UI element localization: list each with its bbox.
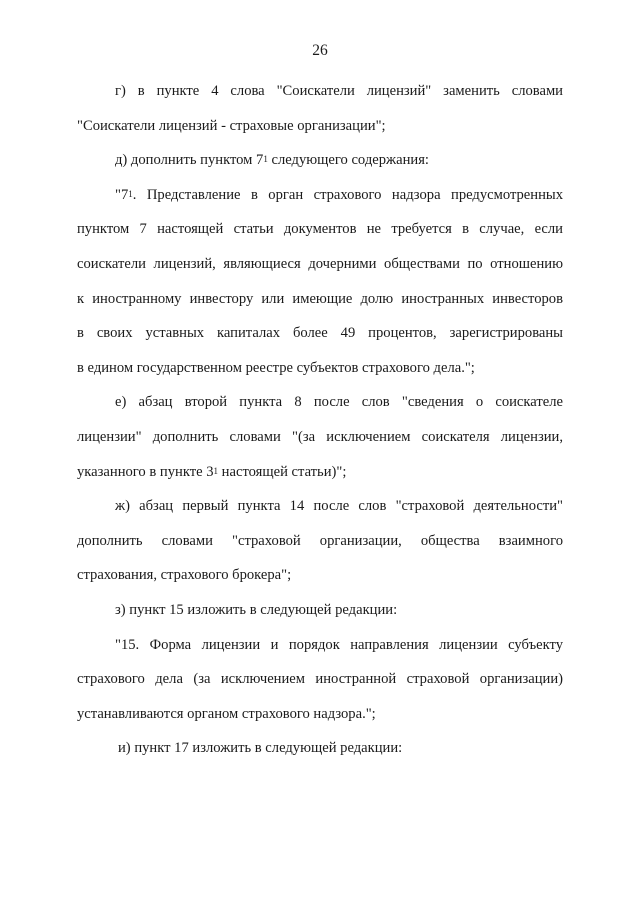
- para-d-line-1: [77, 143, 563, 178]
- para-71-line-6: в едином государственном реестре субъектов страхового дела.";: [77, 359, 475, 376]
- document-body: [77, 74, 563, 766]
- para-g-line-2: "Соискатели лицензий - страховые организации";: [77, 117, 386, 134]
- para-e-line-2: лицензии" дополнить словами "(за исключением соискателя лицензии,: [77, 428, 563, 445]
- para-zh-line-3: страхования, страхового брокера";: [77, 567, 292, 584]
- page-number: 26: [312, 42, 328, 59]
- para-g-line-1: г) в пункте 4 слова "Соискатели лицензий" заменить словами: [115, 83, 563, 99]
- para-15-line-1: "15. Форма лицензии и порядок направления лицензии субъекту: [115, 636, 563, 653]
- para-e-line-1: е) абзац второй пункта 8 после слов "сведения о соискателе: [115, 394, 563, 411]
- text-part: следующего содержания:: [267, 152, 429, 169]
- text-part: настоящей статьи)";: [218, 463, 347, 480]
- superscript: 1: [263, 154, 268, 165]
- text-part: . Представление в орган страхового надзора предусмотренных: [132, 186, 563, 203]
- para-e-line-3: [77, 455, 563, 490]
- para-z-line-1: з) пункт 15 изложить в следующей редакции:: [115, 601, 398, 618]
- para-71-line-5: в своих уставных капиталах более 49 процентов, зарегистрированы: [77, 325, 563, 342]
- para-zh-line-1: ж) абзац первый пункта 14 после слов "страховой деятельности": [115, 498, 563, 515]
- para-71-line-3: соискатели лицензий, являющиеся дочерними обществами по отношению: [77, 255, 563, 272]
- para-15-line-2: страхового дела (за исключением иностранной страховой организации): [77, 671, 563, 688]
- superscript: 1: [128, 188, 133, 199]
- text-part: "7: [115, 186, 129, 203]
- para-zh-line-2: дополнить словами "страховой организации, общества взаимного: [77, 532, 563, 549]
- para-71-line-1: [77, 178, 563, 213]
- para-71-line-4: к иностранному инвестору или имеющие долю иностранных инвесторов: [77, 290, 563, 307]
- para-15-line-3: устанавливаются органом страхового надзора.";: [77, 705, 376, 722]
- para-71-line-2: пунктом 7 настоящей статьи документов не требуется в случае, если: [77, 221, 563, 238]
- text-part: д) дополнить пунктом 7: [115, 152, 264, 169]
- para-i-line-1: и) пункт 17 изложить в следующей редакции:: [118, 740, 403, 757]
- text-part: указанного в пункте 3: [77, 463, 214, 480]
- superscript: 1: [213, 465, 219, 476]
